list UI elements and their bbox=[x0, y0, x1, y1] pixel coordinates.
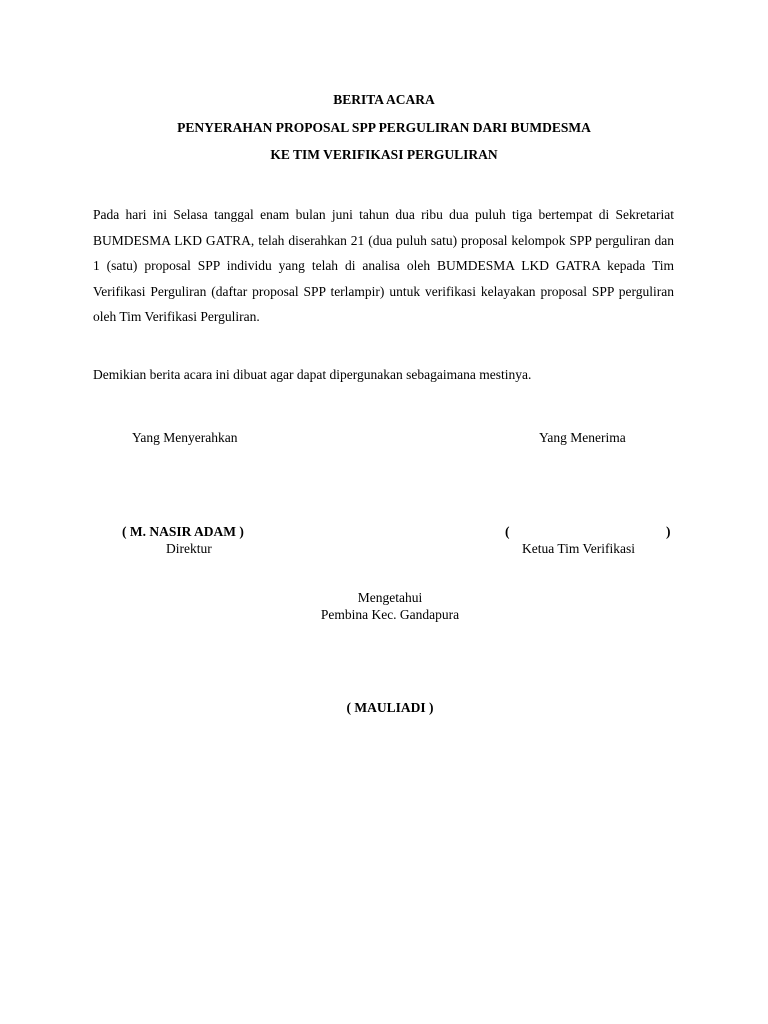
receiver-role: Ketua Tim Verifikasi bbox=[522, 541, 636, 556]
acknowledgement-block bbox=[0, 589, 768, 623]
sender-name: ( M. NASIR ADAM ) bbox=[122, 524, 244, 539]
closing-statement: Demikian berita acara ini dibuat agar dapat dipergunakan sebagaimana mestinya. bbox=[93, 367, 532, 382]
receiver-label: Yang Menerima bbox=[539, 430, 626, 445]
document-title bbox=[0, 86, 768, 169]
title-line-1: BERITA ACARA bbox=[333, 92, 435, 107]
sender-role: Direktur bbox=[166, 541, 212, 556]
acknowledgement-label: Mengetahui bbox=[357, 590, 423, 605]
body-paragraph: Pada hari ini Selasa tanggal enam bulan juni tahun dua ribu dua puluh tiga bertempat di Sekretariat BUMDESMA LKD GATRA, telah diserahkan 21 (dua puluh satu) proposal kelompok SPP perguliran dan 1 (satu) proposal SPP individu yang telah di analisa oleh BUMDESMA LKD GATRA kepada Tim Verifikasi Perguliran (daftar proposal SPP terlampir) untuk verifikasi kelayakan proposal SPP perguliran oleh Tim Verifikasi Perguliran. bbox=[93, 207, 674, 324]
acknowledgement-role: Pembina Kec. Gandapura bbox=[320, 607, 460, 622]
receiver-name-close-paren: ) bbox=[666, 524, 671, 539]
acknowledger-name: ( MAULIADI ) bbox=[346, 700, 434, 715]
receiver-name-open-paren: ( bbox=[505, 524, 510, 539]
title-line-3: KE TIM VERIFIKASI PERGULIRAN bbox=[270, 147, 498, 162]
title-line-2: PENYERAHAN PROPOSAL SPP PERGULIRAN DARI BUMDESMA bbox=[177, 119, 591, 135]
sender-label: Yang Menyerahkan bbox=[132, 430, 238, 445]
